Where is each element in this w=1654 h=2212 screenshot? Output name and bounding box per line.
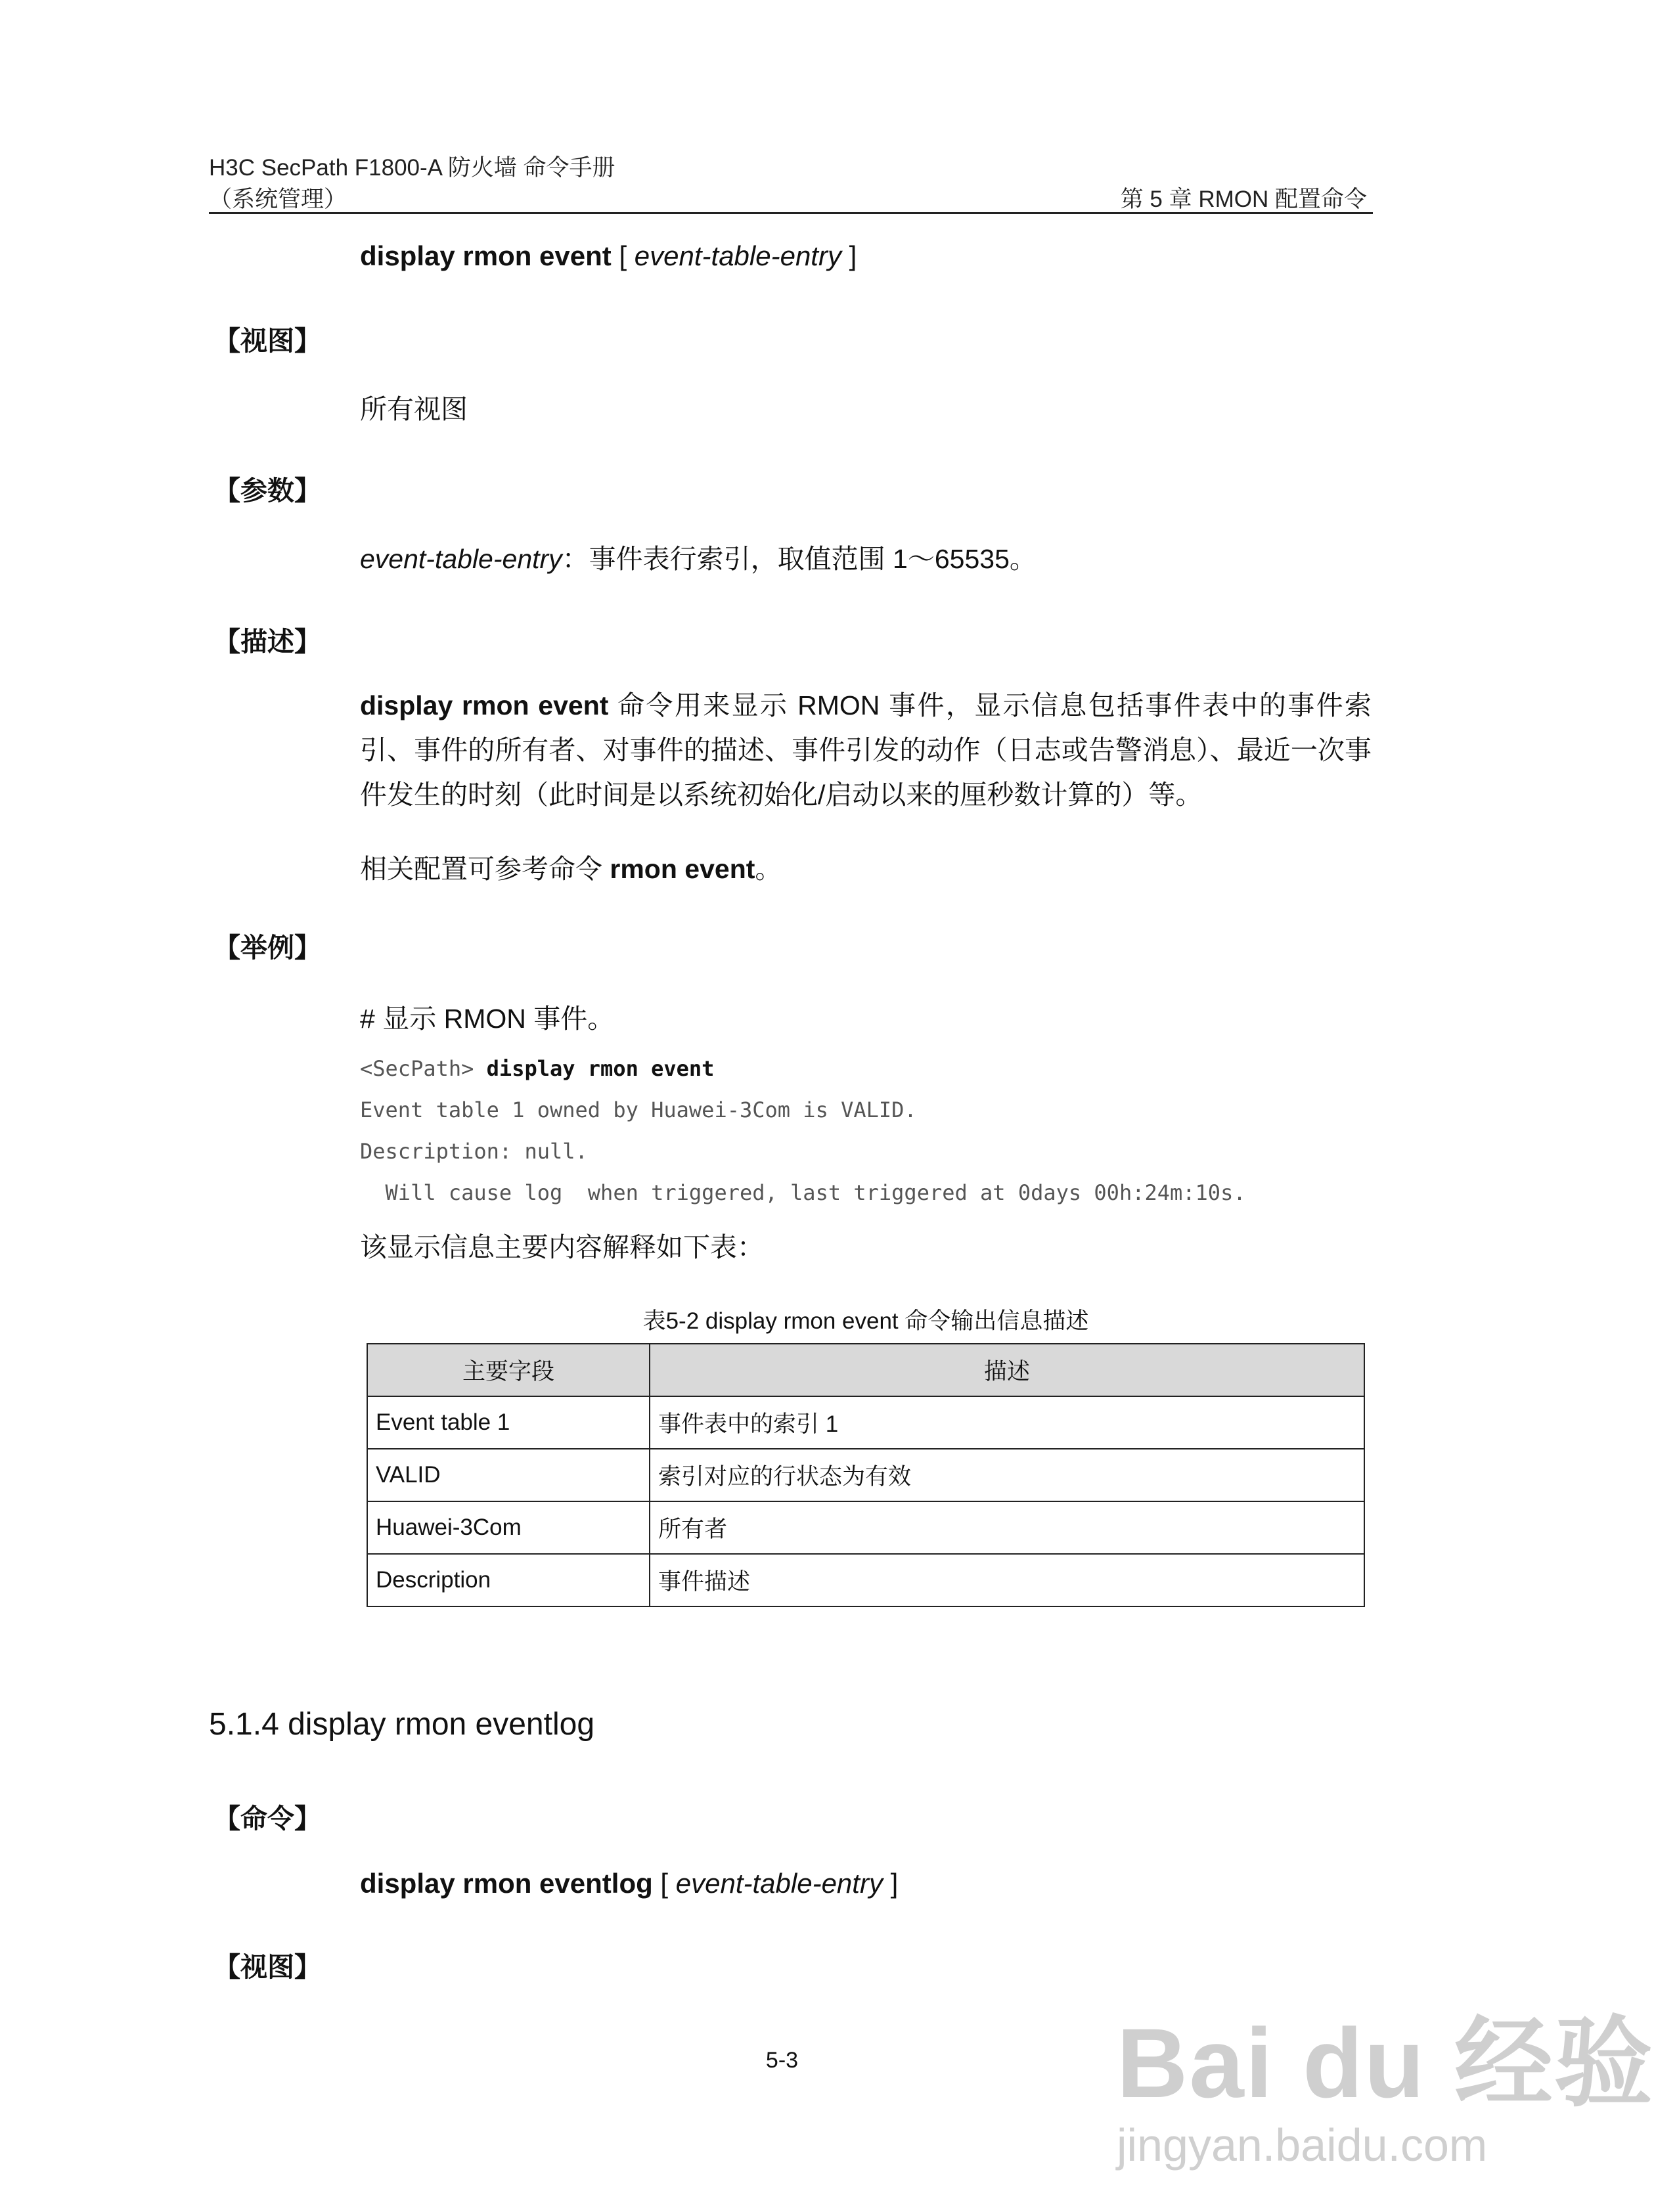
- command-param: event-table-entry: [634, 240, 841, 271]
- code-prompt: <SecPath>: [360, 1056, 487, 1081]
- explain-text: 该显示信息主要内容解释如下表：: [360, 1232, 764, 1262]
- code-line-1: [360, 1056, 714, 1081]
- baidu-watermark: [1117, 1983, 1654, 2171]
- header-rule: [209, 212, 1373, 214]
- command-keyword-2: display rmon eventlog: [360, 1868, 653, 1899]
- watermark-brand: Bai du 经验: [1117, 2008, 1654, 2118]
- code-line-2: Event table 1 owned by Huawei-3Com is VALID.: [360, 1097, 917, 1122]
- table-cell-field: VALID: [367, 1449, 650, 1501]
- section-desc: 【描述】: [213, 627, 321, 657]
- bracket-open: [: [611, 240, 635, 271]
- code-line-3: Description: null.: [360, 1139, 588, 1164]
- param-line: [360, 537, 1037, 576]
- view-text: 所有视图: [360, 394, 468, 424]
- description-text: 命令用来显示 RMON 事件，显示信息包括事件表中的事件索引、事件的所有者、对事件的描述、事件引发的动作（日志或告警消息）、最近一次事件发生的时刻（此时间是以系统初始化/启动以来的厘秒数计算的）等。: [360, 690, 1372, 810]
- bracket-close-2: ]: [882, 1868, 899, 1899]
- bracket-close: ]: [841, 240, 857, 271]
- table-header-desc: 描述: [650, 1344, 1364, 1396]
- command-param-2: event-table-entry: [675, 1868, 883, 1899]
- section-view-2: 【视图】: [213, 1952, 321, 1982]
- code-command: display rmon event: [486, 1056, 715, 1081]
- header-title: H3C SecPath F1800-A 防火墙 命令手册: [209, 155, 615, 181]
- table-row: [367, 1396, 1364, 1449]
- param-desc: ：事件表行索引，取值范围 1～65535。: [562, 544, 1037, 574]
- watermark-url: jingyan.baidu.com: [1117, 2119, 1488, 2171]
- example-title: # 显示 RMON 事件。: [360, 1004, 615, 1034]
- command-syntax: [360, 240, 857, 272]
- page-number: 5-3: [765, 2048, 799, 2073]
- description-cmd: display rmon event: [360, 690, 609, 720]
- related-cmd: rmon event: [610, 854, 755, 884]
- table-cell-field: Description: [367, 1554, 650, 1606]
- related-prefix: 相关配置可参考命令: [360, 854, 610, 884]
- table-header-row: [367, 1344, 1364, 1396]
- table-cell-desc: 事件表中的索引 1: [650, 1396, 1364, 1449]
- table-caption: 表5-2 display rmon event 命令输出信息描述: [642, 1308, 1089, 1334]
- field-table: [367, 1343, 1365, 1607]
- bracket-open-2: [: [652, 1868, 676, 1899]
- table-cell-desc: 索引对应的行状态为有效: [650, 1449, 1364, 1501]
- table-row: [367, 1501, 1364, 1554]
- section-example: 【举例】: [213, 933, 321, 963]
- command-keyword: display rmon event: [360, 240, 612, 271]
- section-params: 【参数】: [213, 476, 321, 506]
- table-cell-desc: 事件描述: [650, 1554, 1364, 1606]
- table-row: [367, 1554, 1364, 1606]
- header-subtitle: （系统管理）: [209, 187, 347, 212]
- table-row: [367, 1449, 1364, 1501]
- command-syntax-2: [360, 1868, 898, 1899]
- related-suffix: 。: [755, 854, 782, 884]
- table-cell-field: Huawei-3Com: [367, 1501, 650, 1554]
- table-cell-desc: 所有者: [650, 1501, 1364, 1554]
- code-line-4: Will cause log when triggered, last triggered at 0days 00h:24m:10s.: [360, 1180, 1246, 1205]
- table-cell-field: Event table 1: [367, 1396, 650, 1449]
- description-paragraph: [360, 683, 1372, 817]
- section-view: 【视图】: [213, 326, 321, 356]
- subsection-title: 5.1.4 display rmon eventlog: [209, 1707, 595, 1742]
- header-chapter: 第 5 章 RMON 配置命令: [1120, 187, 1367, 212]
- param-name: event-table-entry: [360, 544, 562, 574]
- section-command: 【命令】: [213, 1803, 321, 1834]
- related-line: [360, 847, 782, 886]
- table-header-field: 主要字段: [367, 1344, 650, 1396]
